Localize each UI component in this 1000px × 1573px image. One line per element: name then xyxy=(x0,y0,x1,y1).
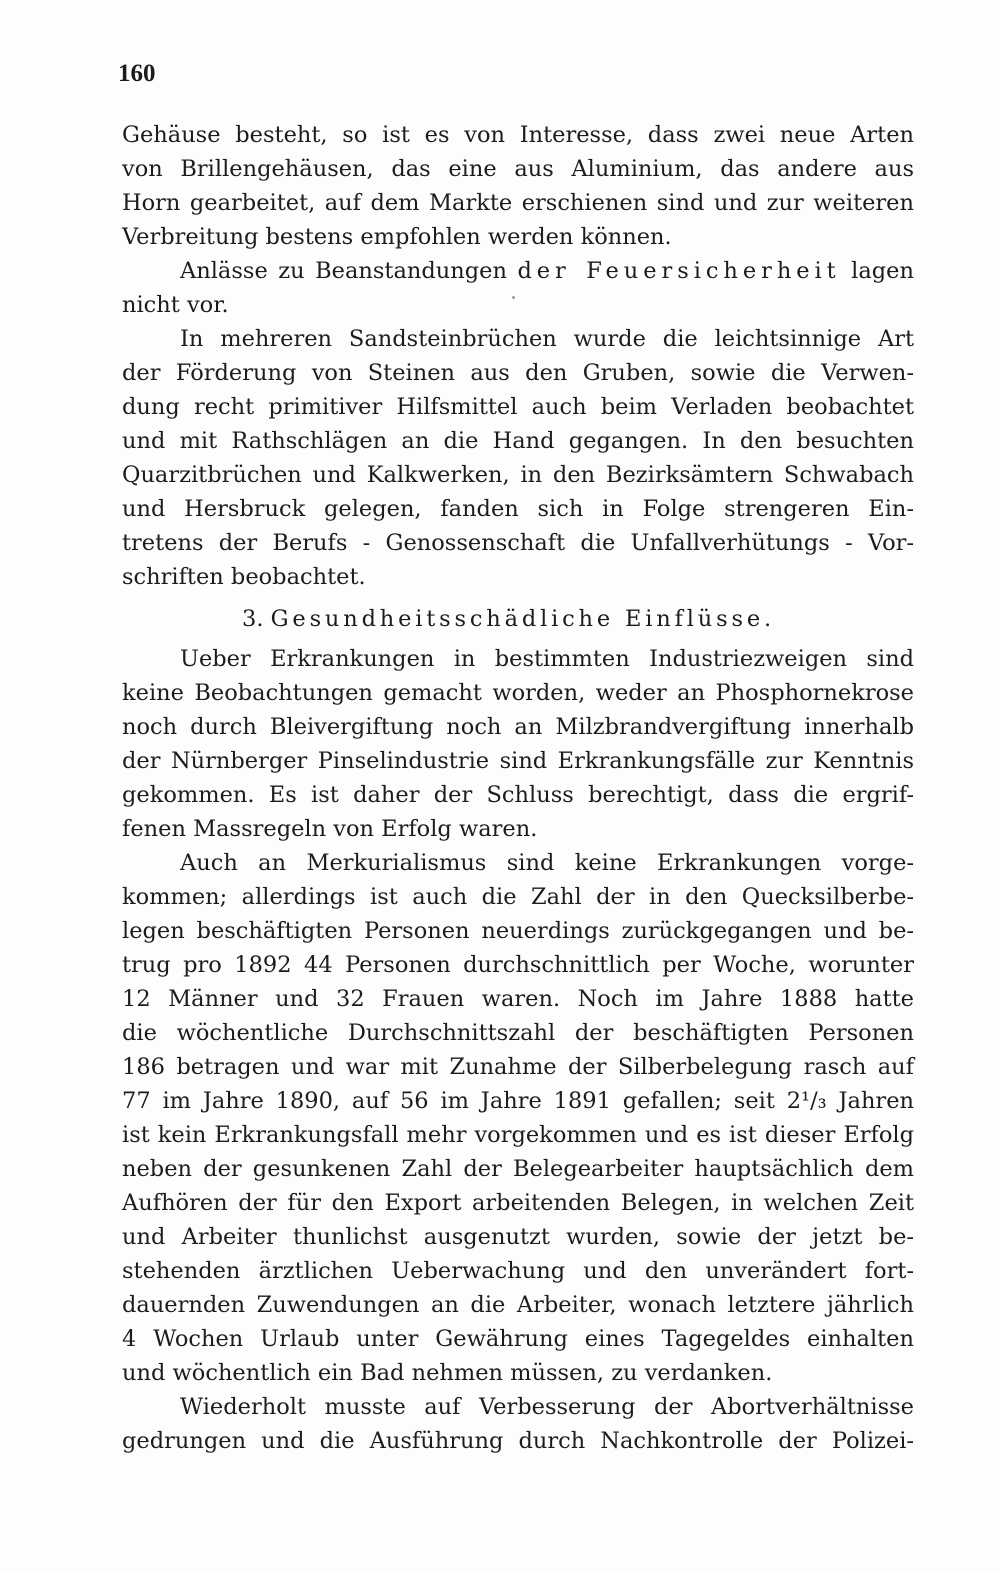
section-title: Gesundheitsschädliche Einflüsse. xyxy=(270,606,775,632)
text-line: Horn gearbeitet, auf dem Markte erschienen sind und zur weiteren xyxy=(122,190,914,216)
section-heading xyxy=(242,602,775,636)
text-line: der Förderung von Steinen aus den Gruben, sowie die Verwen- xyxy=(122,360,914,386)
text-line: Auch an Merkurialismus sind keine Erkrankungen vorge- xyxy=(180,850,914,876)
text-line: der Nürnberger Pinselindustrie sind Erkrankungsfälle zur Kenntnis xyxy=(122,748,914,774)
text-line: schriften beobachtet. xyxy=(122,564,366,590)
text-line: Gehäuse besteht, so ist es von Interesse, dass zwei neue Arten xyxy=(122,122,914,148)
text-line: gekommen. Es ist daher der Schluss berechtigt, dass die ergrif- xyxy=(122,782,914,808)
text-line: dung recht primitiver Hilfsmittel auch beim Verladen beobachtet xyxy=(122,394,914,420)
text-line: Quarzitbrüchen und Kalkwerken, in den Bezirksämtern Schwabach xyxy=(122,462,914,488)
text-line: Wiederholt musste auf Verbesserung der Abortverhältnisse xyxy=(180,1394,914,1420)
text-line: kommen; allerdings ist auch die Zahl der in den Quecksilberbe- xyxy=(122,884,914,910)
text-line: Aufhören der für den Export arbeitenden Belegen, in welchen Zeit xyxy=(122,1190,914,1216)
text-fragment: lagen xyxy=(840,258,914,284)
text-line: und mit Rathschlägen an die Hand gegangen. In den besuchten xyxy=(122,428,914,454)
text-fragment: Anlässe zu Beanstandungen xyxy=(180,258,518,284)
text-line: noch durch Bleivergiftung noch an Milzbrandvergiftung innerhalb xyxy=(122,714,914,740)
text-line: dauernden Zuwendungen an die Arbeiter, wonach letztere jährlich xyxy=(122,1292,914,1318)
text-line: In mehreren Sandsteinbrüchen wurde die leichtsinnige Art xyxy=(180,326,914,352)
text-line: nicht vor. xyxy=(122,292,229,318)
scan-speck xyxy=(512,296,515,299)
text-line: 12 Männer und 32 Frauen waren. Noch im Jahre 1888 hatte xyxy=(122,986,914,1012)
text-line: legen beschäftigten Personen neuerdings zurückgegangen und be- xyxy=(122,918,914,944)
text-line: ist kein Erkrankungsfall mehr vorgekommen und es ist dieser Erfolg xyxy=(122,1122,914,1148)
text-line: fenen Massregeln von Erfolg waren. xyxy=(122,816,538,842)
text-line: Verbreitung bestens empfohlen werden können. xyxy=(122,224,672,250)
text-line: von Brillengehäusen, das eine aus Aluminium, das andere aus xyxy=(122,156,914,182)
text-line: trug pro 1892 44 Personen durchschnittlich per Woche, worunter xyxy=(122,952,914,978)
section-number: 3. xyxy=(242,606,264,632)
text-line: die wöchentliche Durchschnittszahl der beschäftigten Personen xyxy=(122,1020,914,1046)
spaced-emphasis: der Feuersicherheit xyxy=(517,258,841,284)
text-line: 4 Wochen Urlaub unter Gewährung eines Tagegeldes einhalten xyxy=(122,1326,914,1352)
text-line: und wöchentlich ein Bad nehmen müssen, zu verdanken. xyxy=(122,1360,773,1386)
text-line: neben der gesunkenen Zahl der Belegearbeiter hauptsächlich dem xyxy=(122,1156,914,1182)
text-line: und Arbeiter thunlichst ausgenutzt wurden, sowie der jetzt be- xyxy=(122,1224,914,1250)
page-number: 160 xyxy=(118,60,156,87)
text-line: keine Beobachtungen gemacht worden, weder an Phosphornekrose xyxy=(122,680,914,706)
text-line: 77 im Jahre 1890, auf 56 im Jahre 1891 gefallen; seit 2¹/₃ Jahren xyxy=(122,1088,914,1114)
text-line: und Hersbruck gelegen, fanden sich in Folge strengeren Ein- xyxy=(122,496,914,522)
text-line: 186 betragen und war mit Zunahme der Silberbelegung rasch auf xyxy=(122,1054,914,1080)
text-line: gedrungen und die Ausführung durch Nachkontrolle der Polizei- xyxy=(122,1428,914,1454)
text-line: stehenden ärztlichen Ueberwachung und den unverändert fort- xyxy=(122,1258,914,1284)
text-line: Ueber Erkrankungen in bestimmten Industriezweigen sind xyxy=(180,646,914,672)
text-line xyxy=(180,254,914,288)
text-line: tretens der Berufs - Genossenschaft die Unfallverhütungs - Vor- xyxy=(122,530,914,556)
